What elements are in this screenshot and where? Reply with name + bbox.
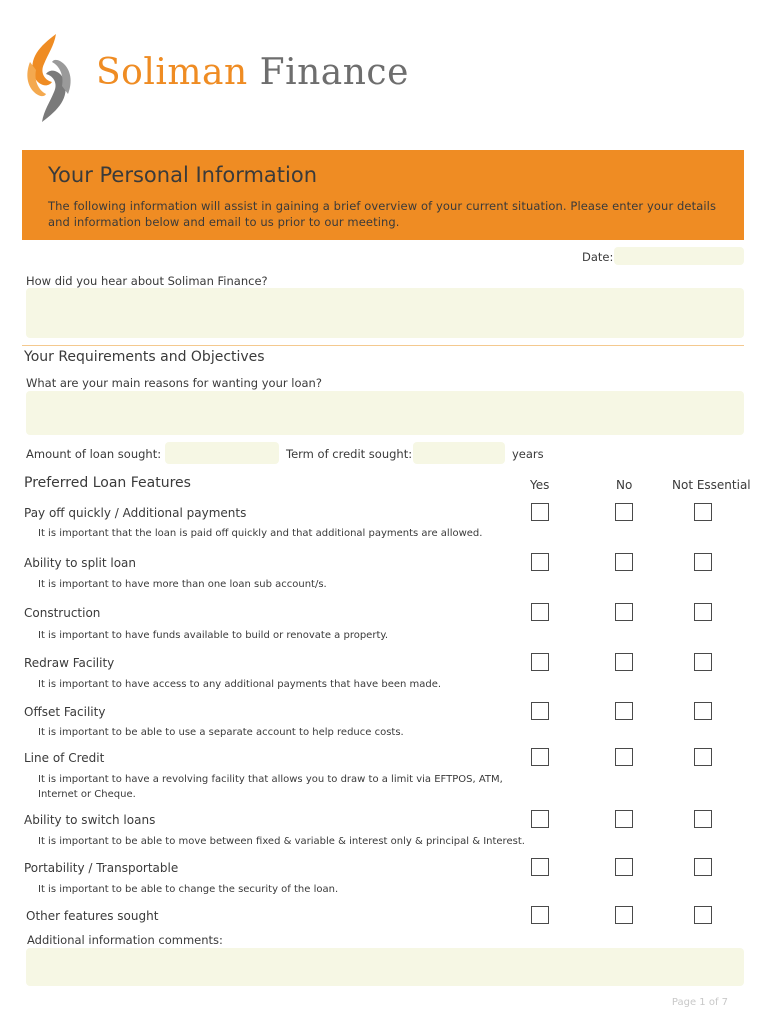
- banner-text: The following information will assist in gaining a brief overview of your current situation. Please enter your details and information below and email to us prior to our meeting.: [48, 199, 717, 229]
- checkbox-yes[interactable]: [531, 603, 549, 621]
- feature-title: Other features sought: [26, 909, 159, 923]
- checkbox-no[interactable]: [615, 858, 633, 876]
- checkbox-not-essential[interactable]: [694, 653, 712, 671]
- features-title: Preferred Loan Features: [24, 475, 191, 491]
- checkbox-no[interactable]: [615, 906, 633, 924]
- col-not-essential: Not Essential: [672, 478, 751, 492]
- checkbox-no[interactable]: [615, 748, 633, 766]
- hear-about-field[interactable]: [26, 288, 744, 338]
- feature-title: Ability to switch loans: [24, 813, 156, 827]
- amount-field[interactable]: [165, 442, 279, 464]
- col-yes: Yes: [530, 478, 550, 492]
- s-leaf-logo-icon: [22, 32, 76, 124]
- feature-title: Offset Facility: [24, 705, 106, 719]
- feature-desc: It is important to be able to use a separate account to help reduce costs.: [38, 727, 404, 738]
- checkbox-yes[interactable]: [531, 503, 549, 521]
- checkbox-no[interactable]: [615, 503, 633, 521]
- personal-info-banner: [22, 150, 744, 240]
- checkbox-not-essential[interactable]: [694, 702, 712, 720]
- brand-name-part1: Soliman: [96, 52, 248, 93]
- feature-desc: It is important that the loan is paid off quickly and that additional payments are allowed.: [38, 528, 483, 539]
- additional-comments-field[interactable]: [26, 948, 744, 986]
- feature-desc: It is important to have access to any additional payments that have been made.: [38, 679, 442, 690]
- feature-title: Ability to split loan: [24, 556, 137, 570]
- checkbox-not-essential[interactable]: [694, 810, 712, 828]
- checkbox-no[interactable]: [615, 603, 633, 621]
- brand-name-part2: Finance: [259, 52, 409, 93]
- date-field[interactable]: [614, 247, 744, 265]
- requirements-title: Your Requirements and Objectives: [24, 349, 265, 365]
- checkbox-yes[interactable]: [531, 653, 549, 671]
- date-label: Date:: [582, 250, 614, 264]
- checkbox-not-essential[interactable]: [694, 503, 712, 521]
- feature-desc: It is important to be able to change the security of the loan.: [38, 884, 339, 895]
- amount-label: Amount of loan sought:: [26, 447, 162, 461]
- checkbox-yes[interactable]: [531, 748, 549, 766]
- col-no: No: [616, 478, 633, 492]
- feature-desc: It is important to be able to move between fixed & variable & interest only & principal & Interest.: [38, 836, 525, 847]
- checkbox-not-essential[interactable]: [694, 858, 712, 876]
- feature-desc: It is important to have funds available to build or renovate a property.: [38, 630, 389, 641]
- feature-title: Pay off quickly / Additional payments: [24, 506, 247, 520]
- checkbox-not-essential[interactable]: [694, 603, 712, 621]
- section-divider: [22, 345, 744, 346]
- feature-desc: It is important to have more than one loan sub account/s.: [38, 579, 327, 590]
- checkbox-yes[interactable]: [531, 906, 549, 924]
- feature-title: Construction: [24, 606, 101, 620]
- checkbox-not-essential[interactable]: [694, 553, 712, 571]
- checkbox-yes[interactable]: [531, 702, 549, 720]
- checkbox-yes[interactable]: [531, 858, 549, 876]
- term-label: Term of credit sought:: [286, 447, 413, 461]
- checkbox-yes[interactable]: [531, 810, 549, 828]
- feature-title: Line of Credit: [24, 751, 105, 765]
- hear-about-label: How did you hear about Soliman Finance?: [26, 274, 268, 288]
- years-label: years: [512, 447, 544, 461]
- feature-title: Redraw Facility: [24, 656, 115, 670]
- term-field[interactable]: [413, 442, 505, 464]
- banner-title: Your Personal Information: [48, 163, 318, 187]
- reasons-field[interactable]: [26, 391, 744, 435]
- additional-comments-label: Additional information comments:: [27, 933, 223, 947]
- checkbox-no[interactable]: [615, 702, 633, 720]
- feature-title: Portability / Transportable: [24, 861, 179, 875]
- checkbox-not-essential[interactable]: [694, 748, 712, 766]
- reasons-label: What are your main reasons for wanting your loan?: [26, 376, 322, 390]
- page-number: Page 1 of 7: [671, 997, 728, 1008]
- brand-name: [96, 52, 409, 93]
- checkbox-yes[interactable]: [531, 553, 549, 571]
- checkbox-no[interactable]: [615, 553, 633, 571]
- checkbox-no[interactable]: [615, 810, 633, 828]
- feature-desc: It is important to have a revolving facility that allows you to draw to a limit via EFTPOS, ATM, Internet or Cheque.: [38, 774, 503, 800]
- checkbox-not-essential[interactable]: [694, 906, 712, 924]
- checkbox-no[interactable]: [615, 653, 633, 671]
